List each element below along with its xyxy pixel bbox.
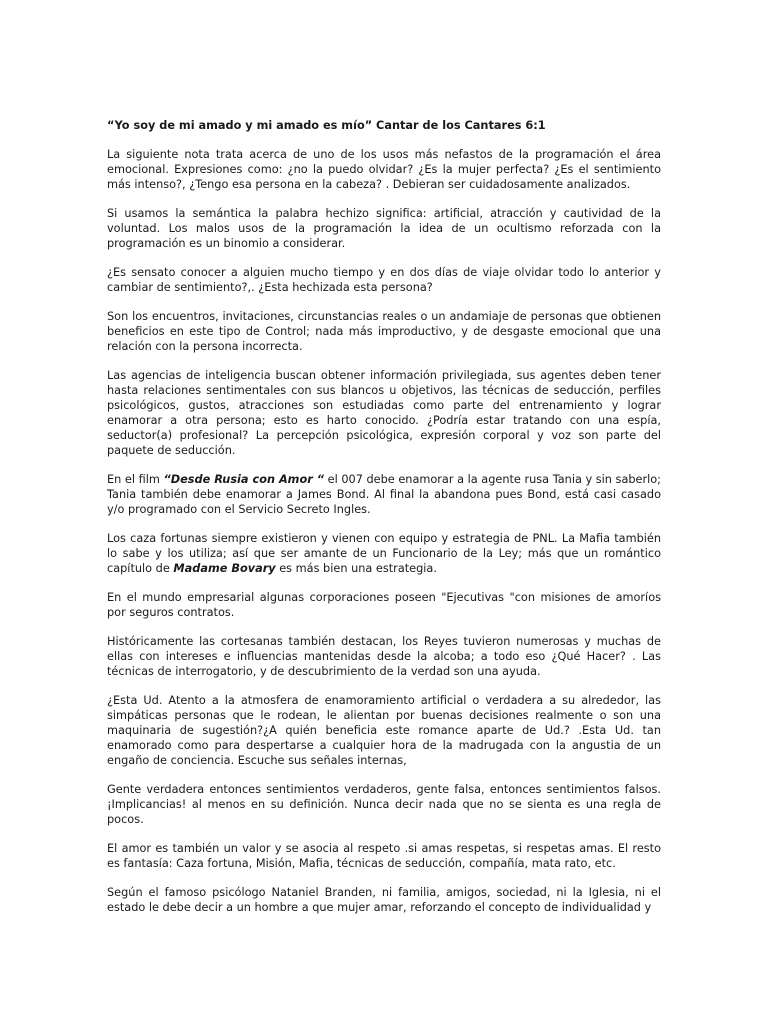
paragraph-6-rest: el 007 debe enamorar a la agente rusa Tania y sin saberlo; Tania también debe enamorar a James Bond. Al final la abandona pues Bond, está casi casado y/o programado con el Servicio Secreto Ingles. xyxy=(107,473,661,516)
book-title: Madame Bovary xyxy=(173,562,276,575)
paragraph-11: Gente verdadera entonces sentimientos verdaderos, gente falsa, entonces sentimientos falsos. ¡Implicancias! al menos en su definición. Nunca decir nada que no se sienta es una regla de pocos. xyxy=(107,783,661,826)
paragraph-6-intro: En el film xyxy=(107,473,164,486)
paragraph-7-rest: es más bien una estrategia. xyxy=(275,562,437,575)
paragraph-8: En el mundo empresarial algunas corporaciones poseen "Ejecutivas "con misiones de amoríos por seguros contratos. xyxy=(107,591,661,619)
paragraph-9: Históricamente las cortesanas también destacan, los Reyes tuvieron numerosas y muchas de ellas con intereses e influencias mantenidas desde la alcoba; a todo eso ¿Qué Hacer? . Las técnicas de interrogatorio, y de descubrimiento de la verdad son una ayuda. xyxy=(107,635,661,678)
paragraph-13: Según el famoso psicólogo Nataniel Branden, ni familia, amigos, sociedad, ni la Iglesia, ni el estado le debe decir a un hombre a que mujer amar, reforzando el concepto de individualidad y xyxy=(107,886,661,914)
paragraph-5: Las agencias de inteligencia buscan obtener información privilegiada, sus agentes deben tener hasta relaciones sentimentales con sus blancos u objetivos, las técnicas de seducción, perfiles psicológicos, gustos, atracciones son estudiadas como parte del entrenamiento y lograr enamorar a otra persona; esto es harto conocido. ¿Podría estar tratando con una espía, seductor(a) profesional? La percepción psicológica, expresión corporal y voz son parte del paquete de seducción. xyxy=(107,369,661,457)
paragraph-7-intro: Los caza fortunas siempre existieron y vienen con equipo y estrategia de PNL. La Mafia también lo sabe y los utiliza; así que ser amante de un Funcionario de la Ley; más que un romántico capítulo de xyxy=(107,532,661,575)
paragraph-2: Si usamos la semántica la palabra hechizo significa: artificial, atracción y cautividad de la voluntad. Los malos usos de la programación la idea de un ocultismo reforzada con la programación es un binomio a considerar. xyxy=(107,207,661,250)
document-body xyxy=(107,118,661,929)
paragraph-7 xyxy=(107,531,661,576)
paragraph-3: ¿Es sensato conocer a alguien mucho tiempo y en dos días de viaje olvidar todo lo anterior y cambiar de sentimiento?,. ¿Esta hechizada esta persona? xyxy=(107,266,661,294)
paragraph-10: ¿Esta Ud. Atento a la atmosfera de enamoramiento artificial o verdadera a su alrededor, las simpáticas personas que le rodean, le alientan por buenas decisiones realmente o son una maquinaria de sugestión?¿A quién beneficia este romance aparte de Ud.? .Esta Ud. tan enamorado como para despertarse a cualquier hora de la madrugada con la angustia de un engaño de conciencia. Escuche sus señales internas, xyxy=(107,694,661,767)
paragraph-6 xyxy=(107,472,661,517)
paragraph-4: Son los encuentros, invitaciones, circunstancias reales o un andamiaje de personas que obtienen beneficios en este tipo de Control; nada más improductivo, y de desgaste emocional que una relación con la persona incorrecta. xyxy=(107,310,661,353)
document-title: “Yo soy de mi amado y mi amado es mío” Cantar de los Cantares 6:1 xyxy=(107,119,546,132)
paragraph-1: La siguiente nota trata acerca de uno de los usos más nefastos de la programación el área emocional. Expresiones como: ¿no la puedo olvidar? ¿Es la mujer perfecta? ¿Es el sentimiento más intenso?, ¿Tengo esa persona en la cabeza? . Debieran ser cuidadosamente analizados. xyxy=(107,148,661,191)
paragraph-12: El amor es también un valor y se asocia al respeto .si amas respetas, si respetas amas. El resto es fantasía: Caza fortuna, Misión, Mafia, técnicas de seducción, compañía, mata rato, etc. xyxy=(107,842,661,870)
film-title: “Desde Rusia con Amor “ xyxy=(163,473,325,486)
